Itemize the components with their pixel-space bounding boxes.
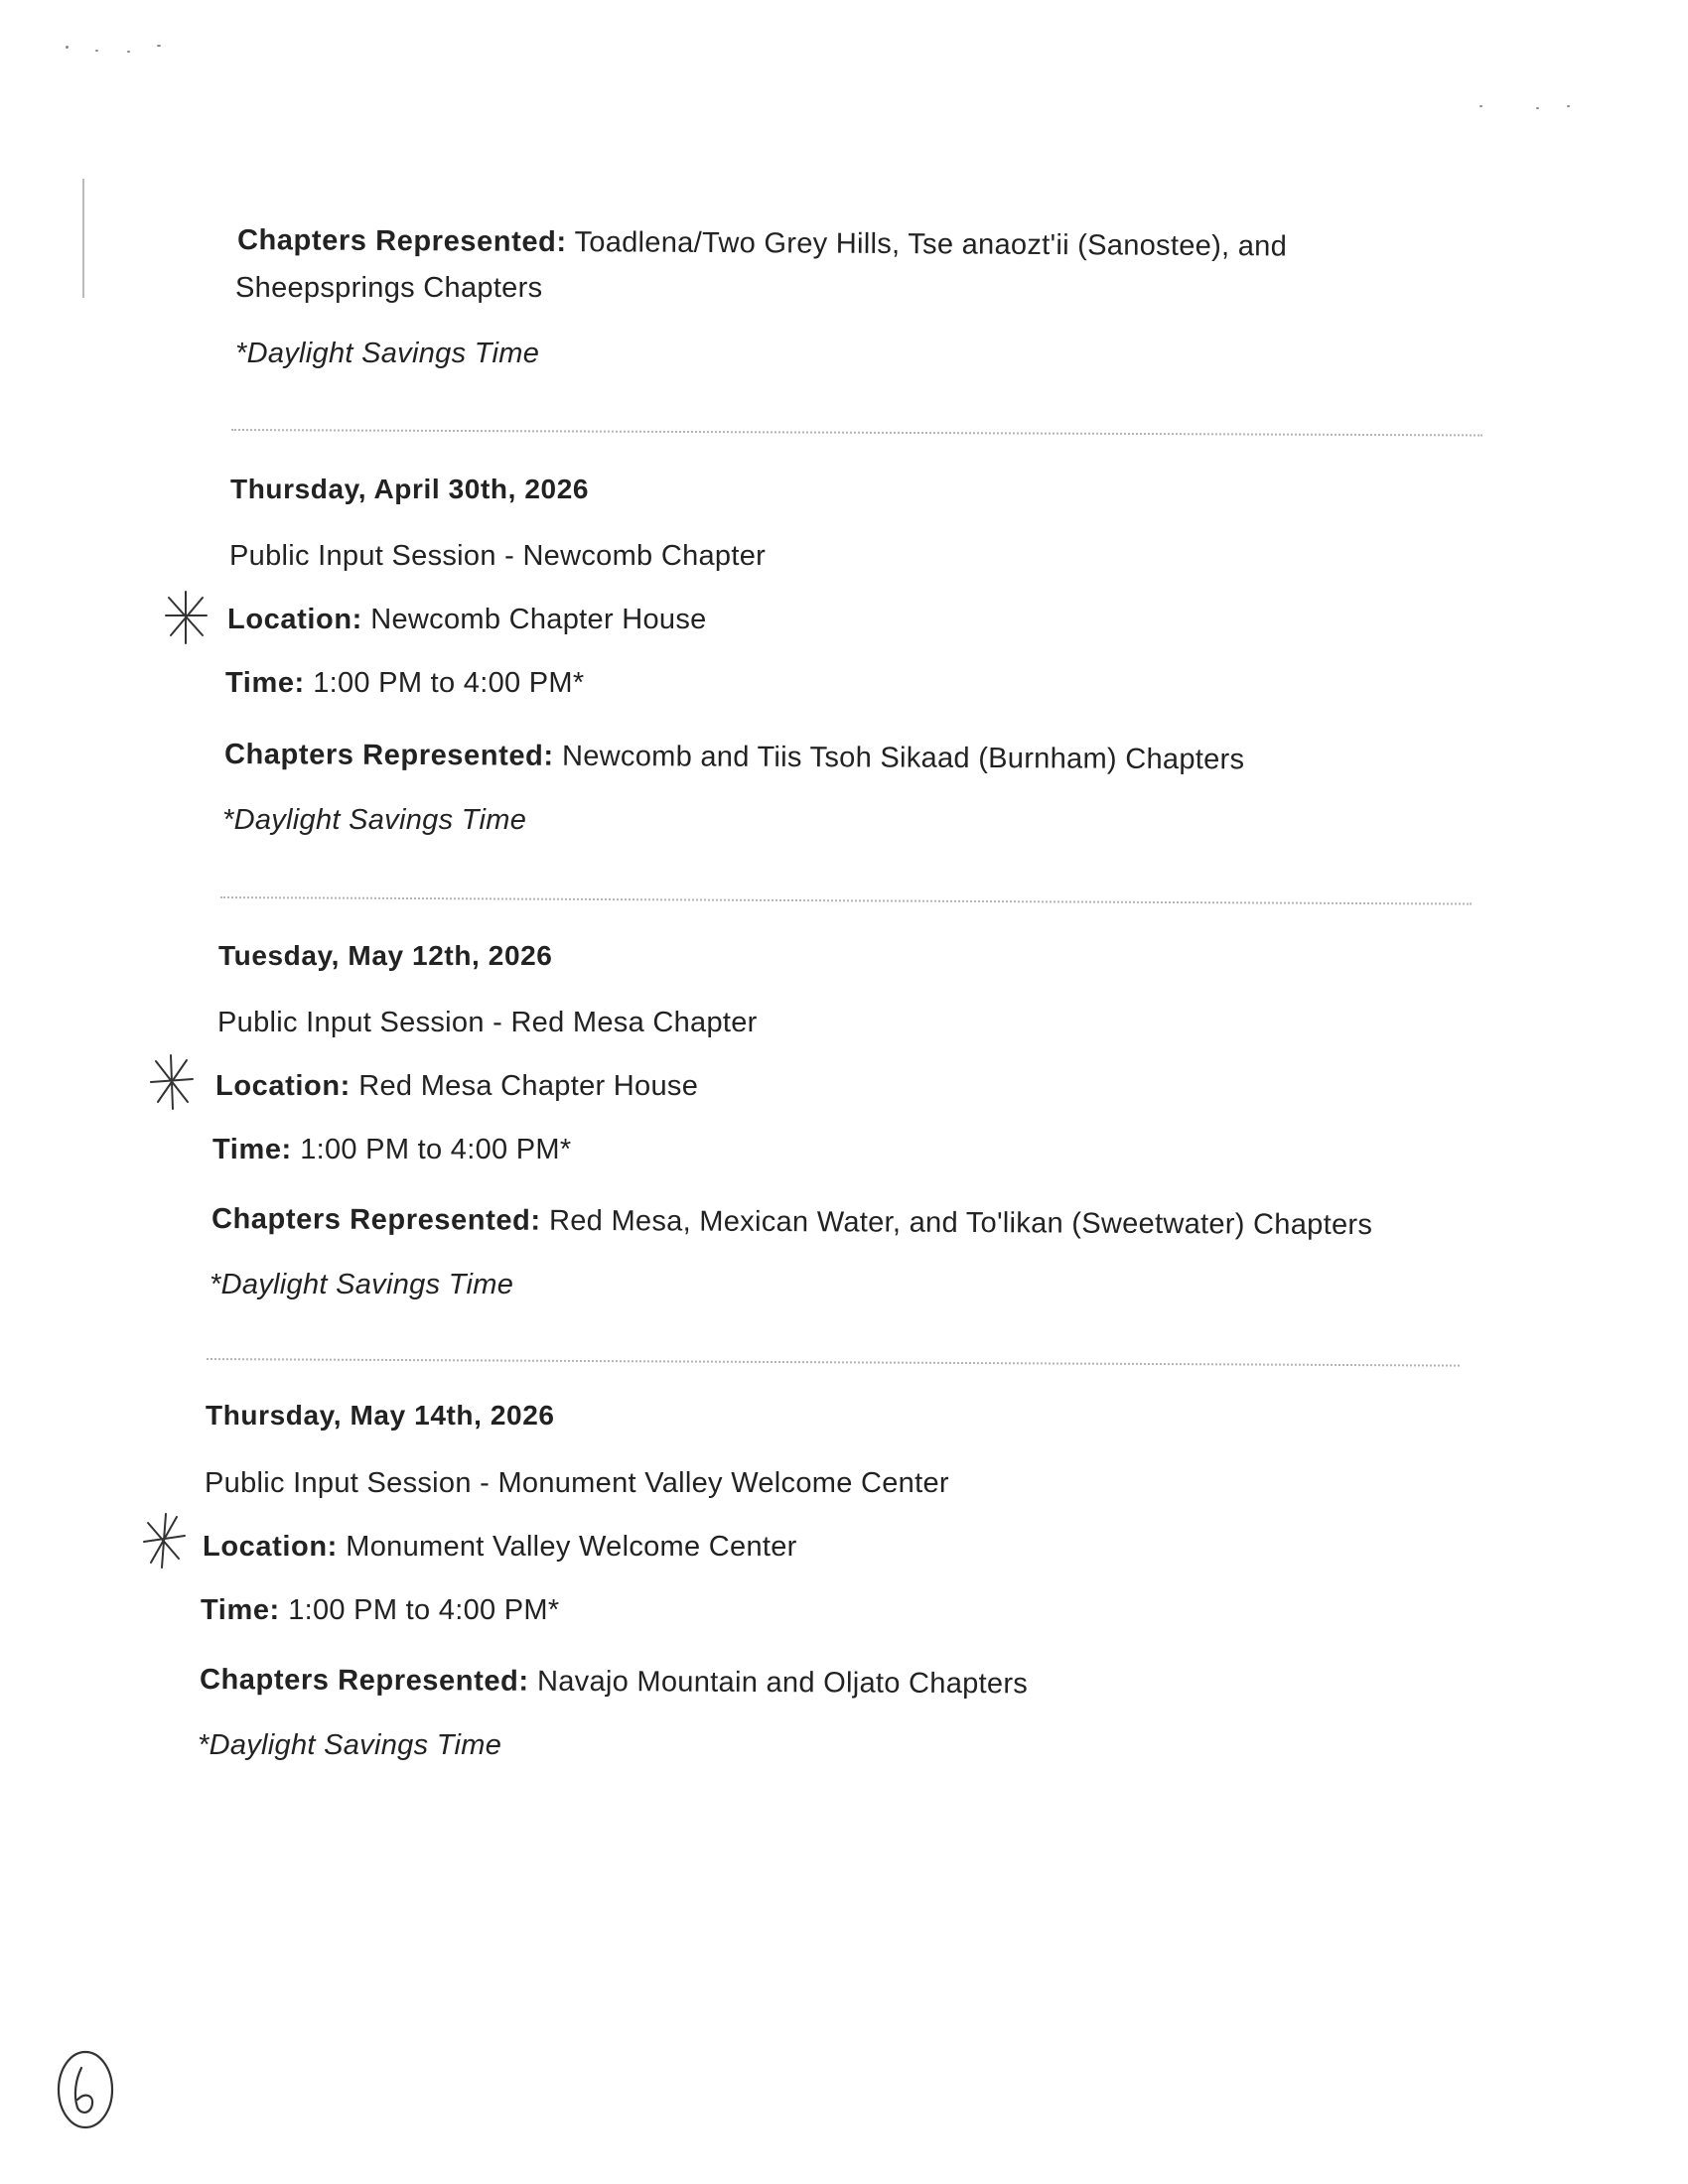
- section-separator: [207, 1358, 1460, 1367]
- session-date: Thursday, May 14th, 2026: [206, 1400, 555, 1431]
- scan-speck: [157, 45, 161, 47]
- session-time: [225, 665, 584, 701]
- session-date: Thursday, April 30th, 2026: [230, 474, 590, 504]
- scan-speck: [1536, 107, 1539, 109]
- chapters-value: Red Mesa, Mexican Water, and To'likan (Sweetwater) Chapters: [548, 1204, 1373, 1242]
- chapters-represented-continuation: [235, 270, 542, 306]
- handwritten-asterisk-icon: [139, 1511, 189, 1570]
- section-separator: [220, 896, 1472, 905]
- session-location: [215, 1068, 698, 1104]
- dst-note-text: *Daylight Savings Time: [222, 804, 527, 836]
- chapters-represented-value-cont: Sheepsprings Chapters: [235, 272, 543, 304]
- time-value: 1:00 PM to 4:00 PM*: [313, 667, 585, 699]
- time-label: Time:: [212, 1134, 292, 1165]
- chapters-represented-value: Toadlena/Two Grey Hills, Tse anaozt'ii (Sanostee), and: [574, 226, 1288, 263]
- dst-note: [222, 802, 526, 838]
- location-value: Monument Valley Welcome Center: [346, 1531, 797, 1563]
- session-time: [212, 1132, 571, 1167]
- session-chapters: [224, 737, 1245, 777]
- chapters-represented-label: Chapters Represented:: [236, 224, 567, 259]
- handwritten-page-number: [56, 2048, 115, 2131]
- dst-note: [210, 1267, 513, 1302]
- chapters-value: Newcomb and Tiis Tsoh Sikaad (Burnham) Chapters: [561, 740, 1245, 776]
- time-value: 1:00 PM to 4:00 PM*: [300, 1134, 572, 1165]
- handwritten-asterisk-icon: [161, 588, 211, 647]
- dst-note-text: *Daylight Savings Time: [210, 1269, 514, 1300]
- time-label: Time:: [225, 667, 305, 699]
- scan-speck: [1479, 105, 1482, 107]
- dst-note: [198, 1727, 501, 1763]
- chapters-label: Chapters Represented:: [199, 1664, 529, 1698]
- dst-note-text: *Daylight Savings Time: [235, 338, 540, 369]
- chapters-label: Chapters Represented:: [223, 739, 554, 772]
- location-label: Location:: [227, 604, 362, 635]
- scan-margin-line: [82, 179, 84, 298]
- session-title: Public Input Session - Red Mesa Chapter: [217, 1007, 758, 1038]
- session-title: Public Input Session - Monument Valley Welcome Center: [205, 1467, 949, 1499]
- session-location: [203, 1529, 797, 1565]
- session-chapters: [200, 1662, 1028, 1702]
- chapters-label: Chapters Represented:: [211, 1203, 541, 1237]
- chapters-represented-line: [237, 222, 1287, 264]
- location-value: Newcomb Chapter House: [370, 604, 707, 635]
- session-time: [201, 1592, 559, 1628]
- session-title: Public Input Session - Newcomb Chapter: [229, 540, 767, 572]
- time-label: Time:: [201, 1594, 280, 1626]
- session-date: Tuesday, May 12th, 2026: [218, 940, 553, 971]
- handwritten-asterisk-icon: [147, 1052, 197, 1112]
- scan-speck: [66, 46, 69, 49]
- scan-speck: [1567, 105, 1570, 107]
- dst-note-text: *Daylight Savings Time: [198, 1729, 502, 1761]
- session-chapters: [211, 1201, 1372, 1243]
- chapters-value: Navajo Mountain and Oljato Chapters: [536, 1665, 1029, 1701]
- location-value: Red Mesa Chapter House: [358, 1070, 699, 1102]
- scan-speck: [95, 50, 98, 52]
- time-value: 1:00 PM to 4:00 PM*: [288, 1594, 560, 1626]
- session-location: [227, 602, 707, 637]
- location-label: Location:: [215, 1070, 351, 1102]
- location-label: Location:: [203, 1531, 338, 1563]
- dst-note: [235, 336, 539, 371]
- scan-speck: [127, 51, 130, 53]
- section-separator: [231, 429, 1482, 436]
